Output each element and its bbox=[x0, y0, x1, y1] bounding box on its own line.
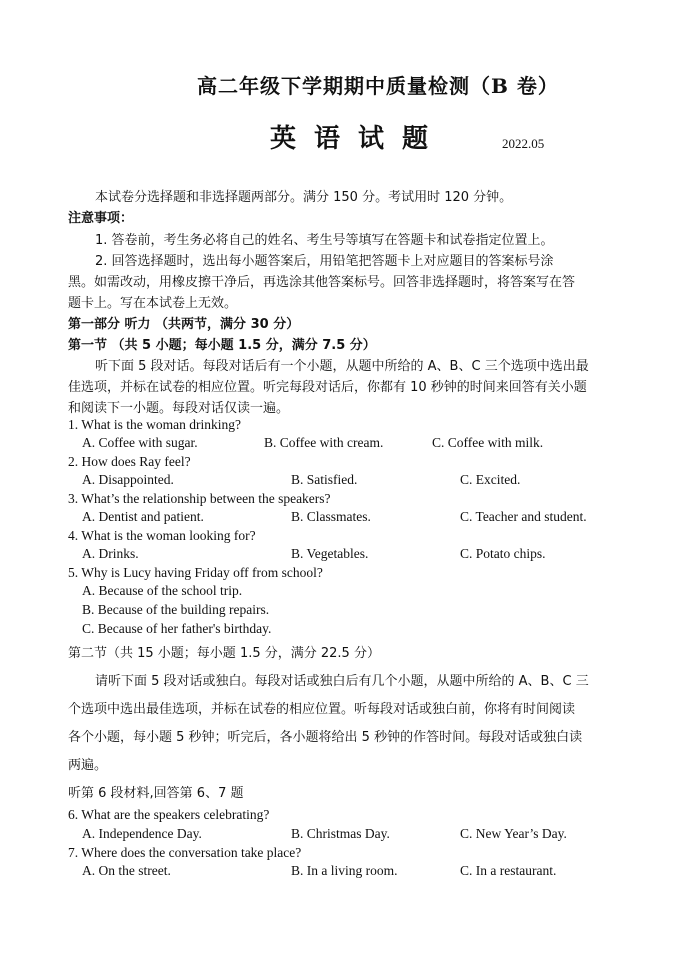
option-a: A. Because of the school trip. bbox=[82, 583, 243, 598]
option-a: A. Independence Day. bbox=[82, 826, 202, 841]
option-b: B. Vegetables. bbox=[291, 546, 369, 561]
option-c: C. Teacher and student. bbox=[460, 509, 587, 524]
question-5: 5. Why is Lucy having Friday off from school? bbox=[68, 565, 323, 580]
option-a: A. Disappointed. bbox=[82, 472, 174, 487]
option-b: B. In a living room. bbox=[291, 863, 398, 878]
section1-instruction-line: 和阅读下一小题。每段对话仅读一遍。 bbox=[68, 401, 290, 416]
note-item-1: 1. 答卷前，考生务必将自己的姓名、考生号等填写在答题卡和试卷指定位置上。 bbox=[95, 233, 554, 248]
option-c: C. New Year’s Day. bbox=[460, 826, 567, 841]
question-4: 4. What is the woman looking for? bbox=[68, 528, 256, 543]
note-item-2-line: 2. 回答选择题时，选出每小题答案后，用铅笔把答题卡上对应题目的答案标号涂 bbox=[95, 254, 554, 269]
option-c: C. Coffee with milk. bbox=[432, 435, 544, 450]
option-b: B. Satisfied. bbox=[291, 472, 358, 487]
exam-title: 高二年级下学期期中质量检测（B 卷） bbox=[197, 74, 559, 98]
section1-heading: 第一节 （共 5 小题；每小题 1.5 分，满分 7.5 分） bbox=[68, 338, 376, 353]
option-a: A. Drinks. bbox=[82, 546, 139, 561]
section2-instruction-line: 请听下面 5 段对话或独白。每段对话或独白后有几个小题，从题中所给的 A、B、C 三 bbox=[95, 674, 589, 689]
question-1: 1. What is the woman drinking? bbox=[68, 417, 241, 432]
section2-instruction-line: 个选项中选出最佳选项，并标在试卷的相应位置。听每段对话或独白前，你将有时间阅读 bbox=[68, 702, 576, 717]
option-c: C. In a restaurant. bbox=[460, 863, 557, 878]
section1-instruction-line: 听下面 5 段对话。每段对话后有一个小题，从题中所给的 A、B、C 三个选项中选出最 bbox=[95, 359, 589, 374]
option-b: B. Classmates. bbox=[291, 509, 371, 524]
option-c: C. Potato chips. bbox=[460, 546, 546, 561]
section2-instruction-line: 各个小题，每小题 5 秒钟；听完后，各小题将给出 5 秒钟的作答时间。每段对话或独白读 bbox=[68, 730, 583, 745]
subject-title: 英语试题 bbox=[270, 124, 447, 154]
material-label: 听第 6 段材料,回答第 6、7 题 bbox=[68, 786, 244, 801]
option-c: C. Because of her father's birthday. bbox=[82, 621, 272, 636]
option-a: A. Coffee with sugar. bbox=[82, 435, 198, 450]
exam-date: 2022.05 bbox=[502, 136, 545, 151]
question-7: 7. Where does the conversation take place? bbox=[68, 845, 302, 860]
note-item-2-line: 黑。如需改动，用橡皮擦干净后，再选涂其他答案标号。回答非选择题时，将答案写在答 bbox=[68, 275, 576, 290]
question-6: 6. What are the speakers celebrating? bbox=[68, 807, 270, 822]
option-b: B. Coffee with cream. bbox=[264, 435, 384, 450]
option-a: A. Dentist and patient. bbox=[82, 509, 204, 524]
notes-heading: 注意事项： bbox=[68, 211, 134, 226]
intro-text: 本试卷分选择题和非选择题两部分。满分 150 分。考试用时 120 分钟。 bbox=[95, 190, 513, 205]
section2-instruction-line: 两遍。 bbox=[68, 758, 108, 773]
section2-heading: 第二节（共 15 小题；每小题 1.5 分，满分 22.5 分） bbox=[68, 646, 380, 661]
section1-instruction-line: 佳选项，并标在试卷的相应位置。听完每段对话后，你都有 10 秒钟的时间来回答有关小题 bbox=[68, 380, 587, 395]
option-b: B. Because of the building repairs. bbox=[82, 602, 270, 617]
option-b: B. Christmas Day. bbox=[291, 826, 390, 841]
part1-heading: 第一部分 听力 （共两节，满分 30 分） bbox=[68, 317, 300, 332]
note-item-2-line: 题卡上。写在本试卷上无效。 bbox=[68, 296, 238, 311]
option-c: C. Excited. bbox=[460, 472, 521, 487]
question-3: 3. What’s the relationship between the speakers? bbox=[68, 491, 331, 506]
option-a: A. On the street. bbox=[82, 863, 171, 878]
question-2: 2. How does Ray feel? bbox=[68, 454, 191, 469]
